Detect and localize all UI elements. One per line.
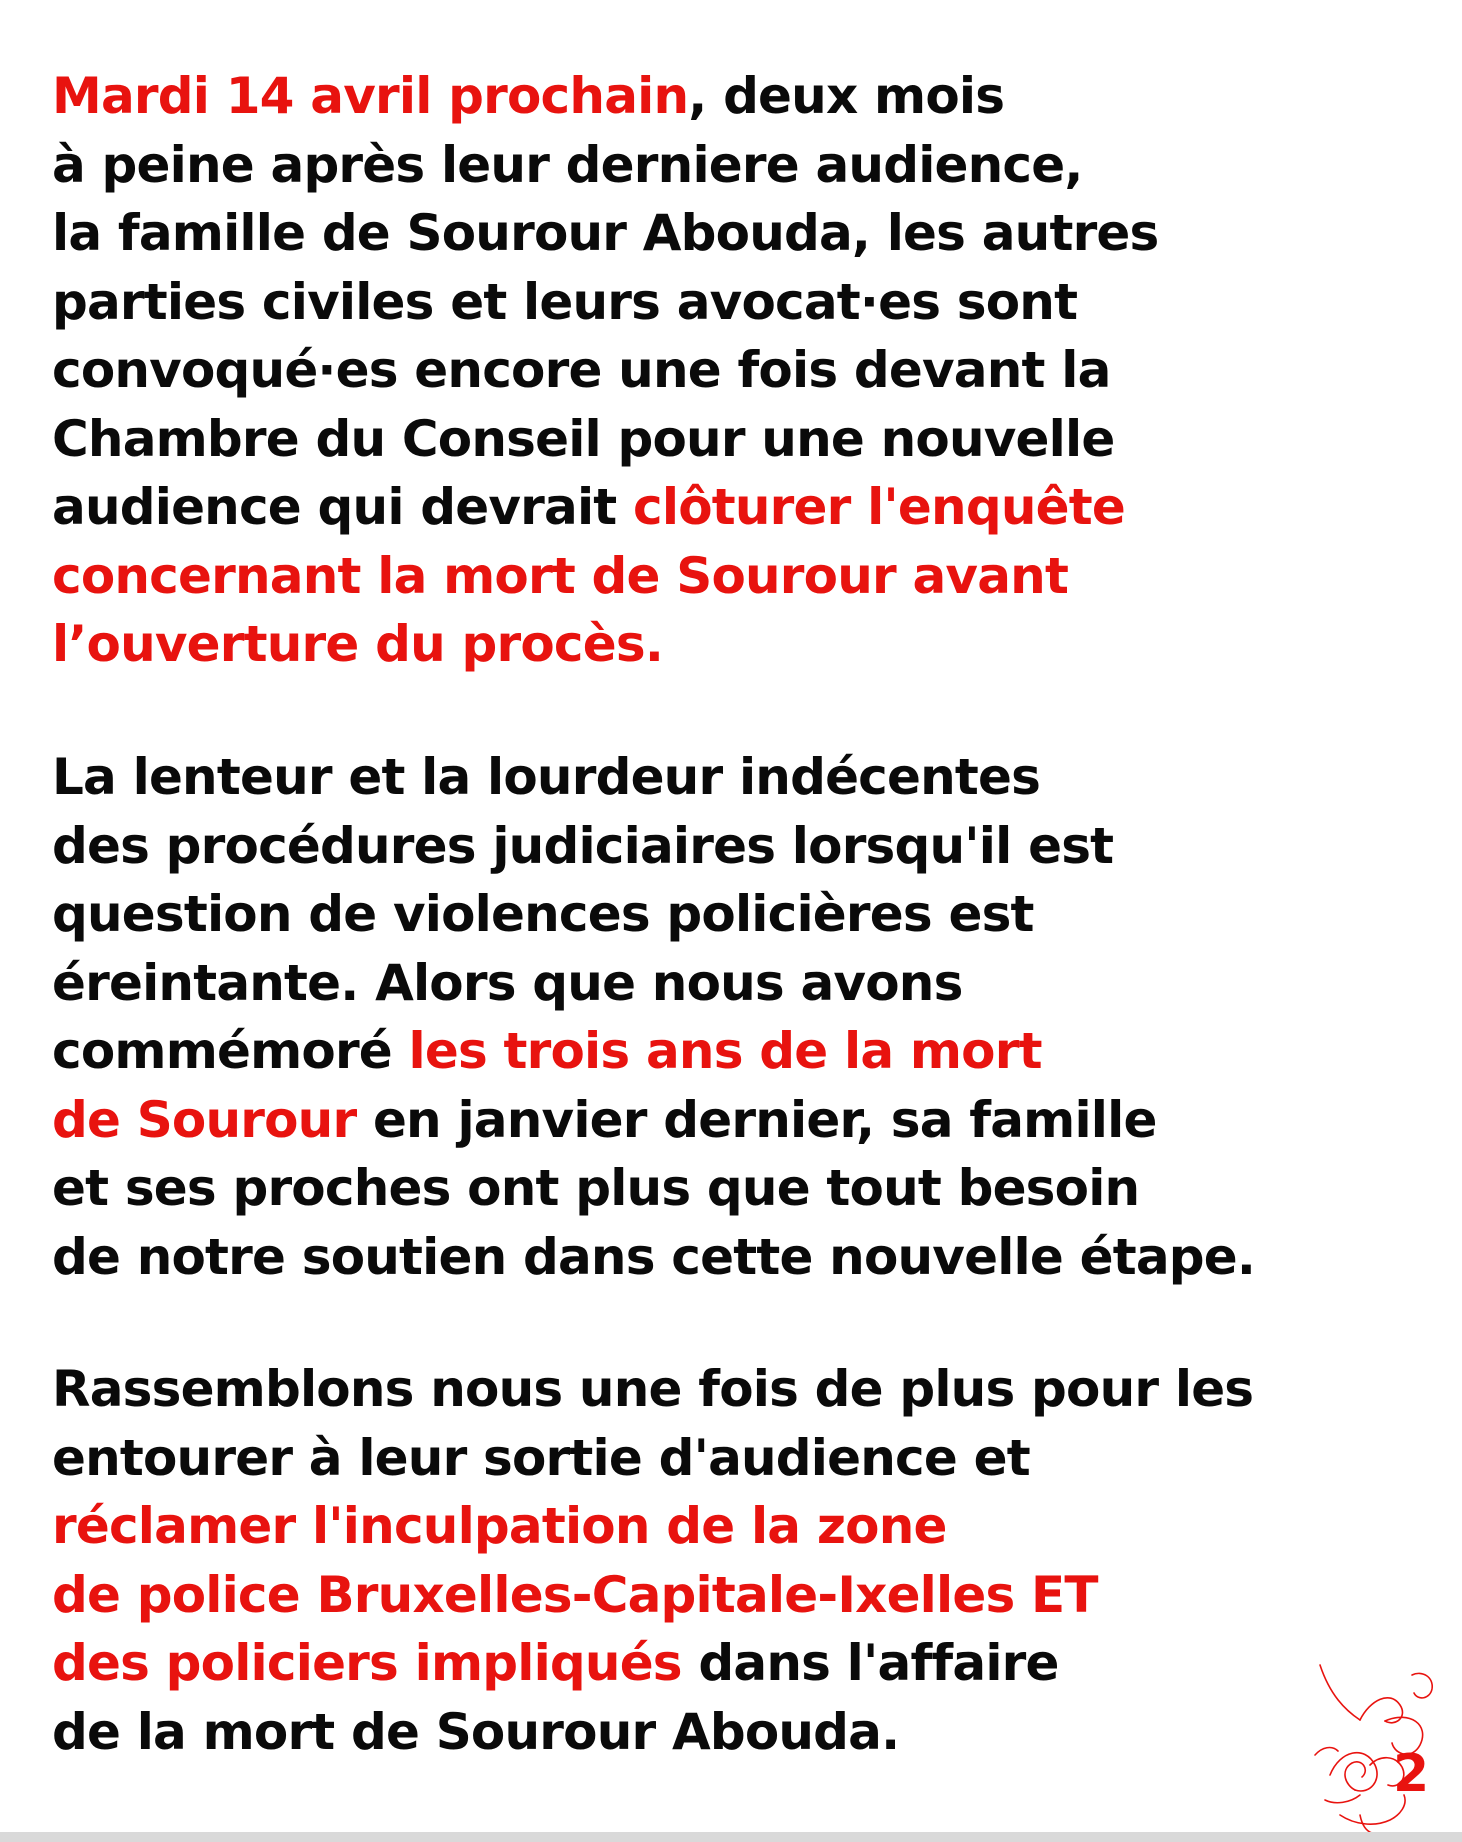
text-segment: commémoré <box>52 1022 409 1080</box>
text-line: Rassemblons nous une fois de plus pour les <box>52 1360 1254 1418</box>
text-line: à peine après leur derniere audience, <box>52 135 1083 194</box>
text-line <box>52 473 1432 542</box>
text-line: Chambre du Conseil pour une nouvelle <box>52 409 1115 468</box>
text-line <box>52 1629 1432 1698</box>
paragraph-call-to-action <box>52 1355 1432 1766</box>
text-line: question de violences policières est <box>52 885 1034 943</box>
text-segment: audience qui devrait <box>52 478 634 536</box>
bottom-divider <box>0 1832 1462 1842</box>
text-line: de notre soutien dans cette nouvelle étape. <box>52 1227 1256 1286</box>
text-segment: en janvier dernier, sa famille <box>356 1090 1157 1149</box>
text-line: entourer à leur sortie d'audience et <box>52 1428 1030 1487</box>
highlight-text: les trois ans de la mort <box>408 1022 1042 1080</box>
highlight-text: des policiers impliqués <box>52 1634 682 1692</box>
paragraph-announcement <box>52 62 1432 679</box>
text-line: parties civiles et leurs avocat·es sont <box>52 272 1078 331</box>
text-line <box>52 62 1432 131</box>
text-line <box>52 1086 1432 1155</box>
text-line: de la mort de Sourour Abouda. <box>52 1702 900 1761</box>
text-line: la famille de Sourour Abouda, les autres <box>52 204 1159 262</box>
page-number: 2 <box>1393 1744 1430 1804</box>
text-line: convoqué·es encore une fois devant la <box>52 341 1111 399</box>
text-line: La lenteur et la lourdeur indécentes <box>52 748 1041 806</box>
highlight-line: de police Bruxelles-Capitale-Ixelles ET <box>52 1565 1098 1624</box>
text-segment: dans l'affaire <box>681 1634 1059 1692</box>
highlight-line: l’ouverture du procès. <box>52 615 664 673</box>
highlight-text: de Sourour <box>52 1090 357 1149</box>
highlight-line: réclamer l'inculpation de la zone <box>52 1497 947 1555</box>
paragraph-context <box>52 743 1432 1291</box>
text-segment: , deux mois <box>688 67 1005 125</box>
text-line: et ses proches ont plus que tout besoin <box>52 1159 1140 1217</box>
text-line <box>52 1017 1432 1086</box>
text-line: éreintante. Alors que nous avons <box>52 953 963 1012</box>
text-line: des procédures judiciaires lorsqu'il est <box>52 816 1114 875</box>
highlight-line: concernant la mort de Sourour avant <box>52 546 1069 605</box>
highlight-text: clôturer l'enquête <box>633 478 1125 536</box>
highlight-date: Mardi 14 avril prochain <box>52 67 689 125</box>
